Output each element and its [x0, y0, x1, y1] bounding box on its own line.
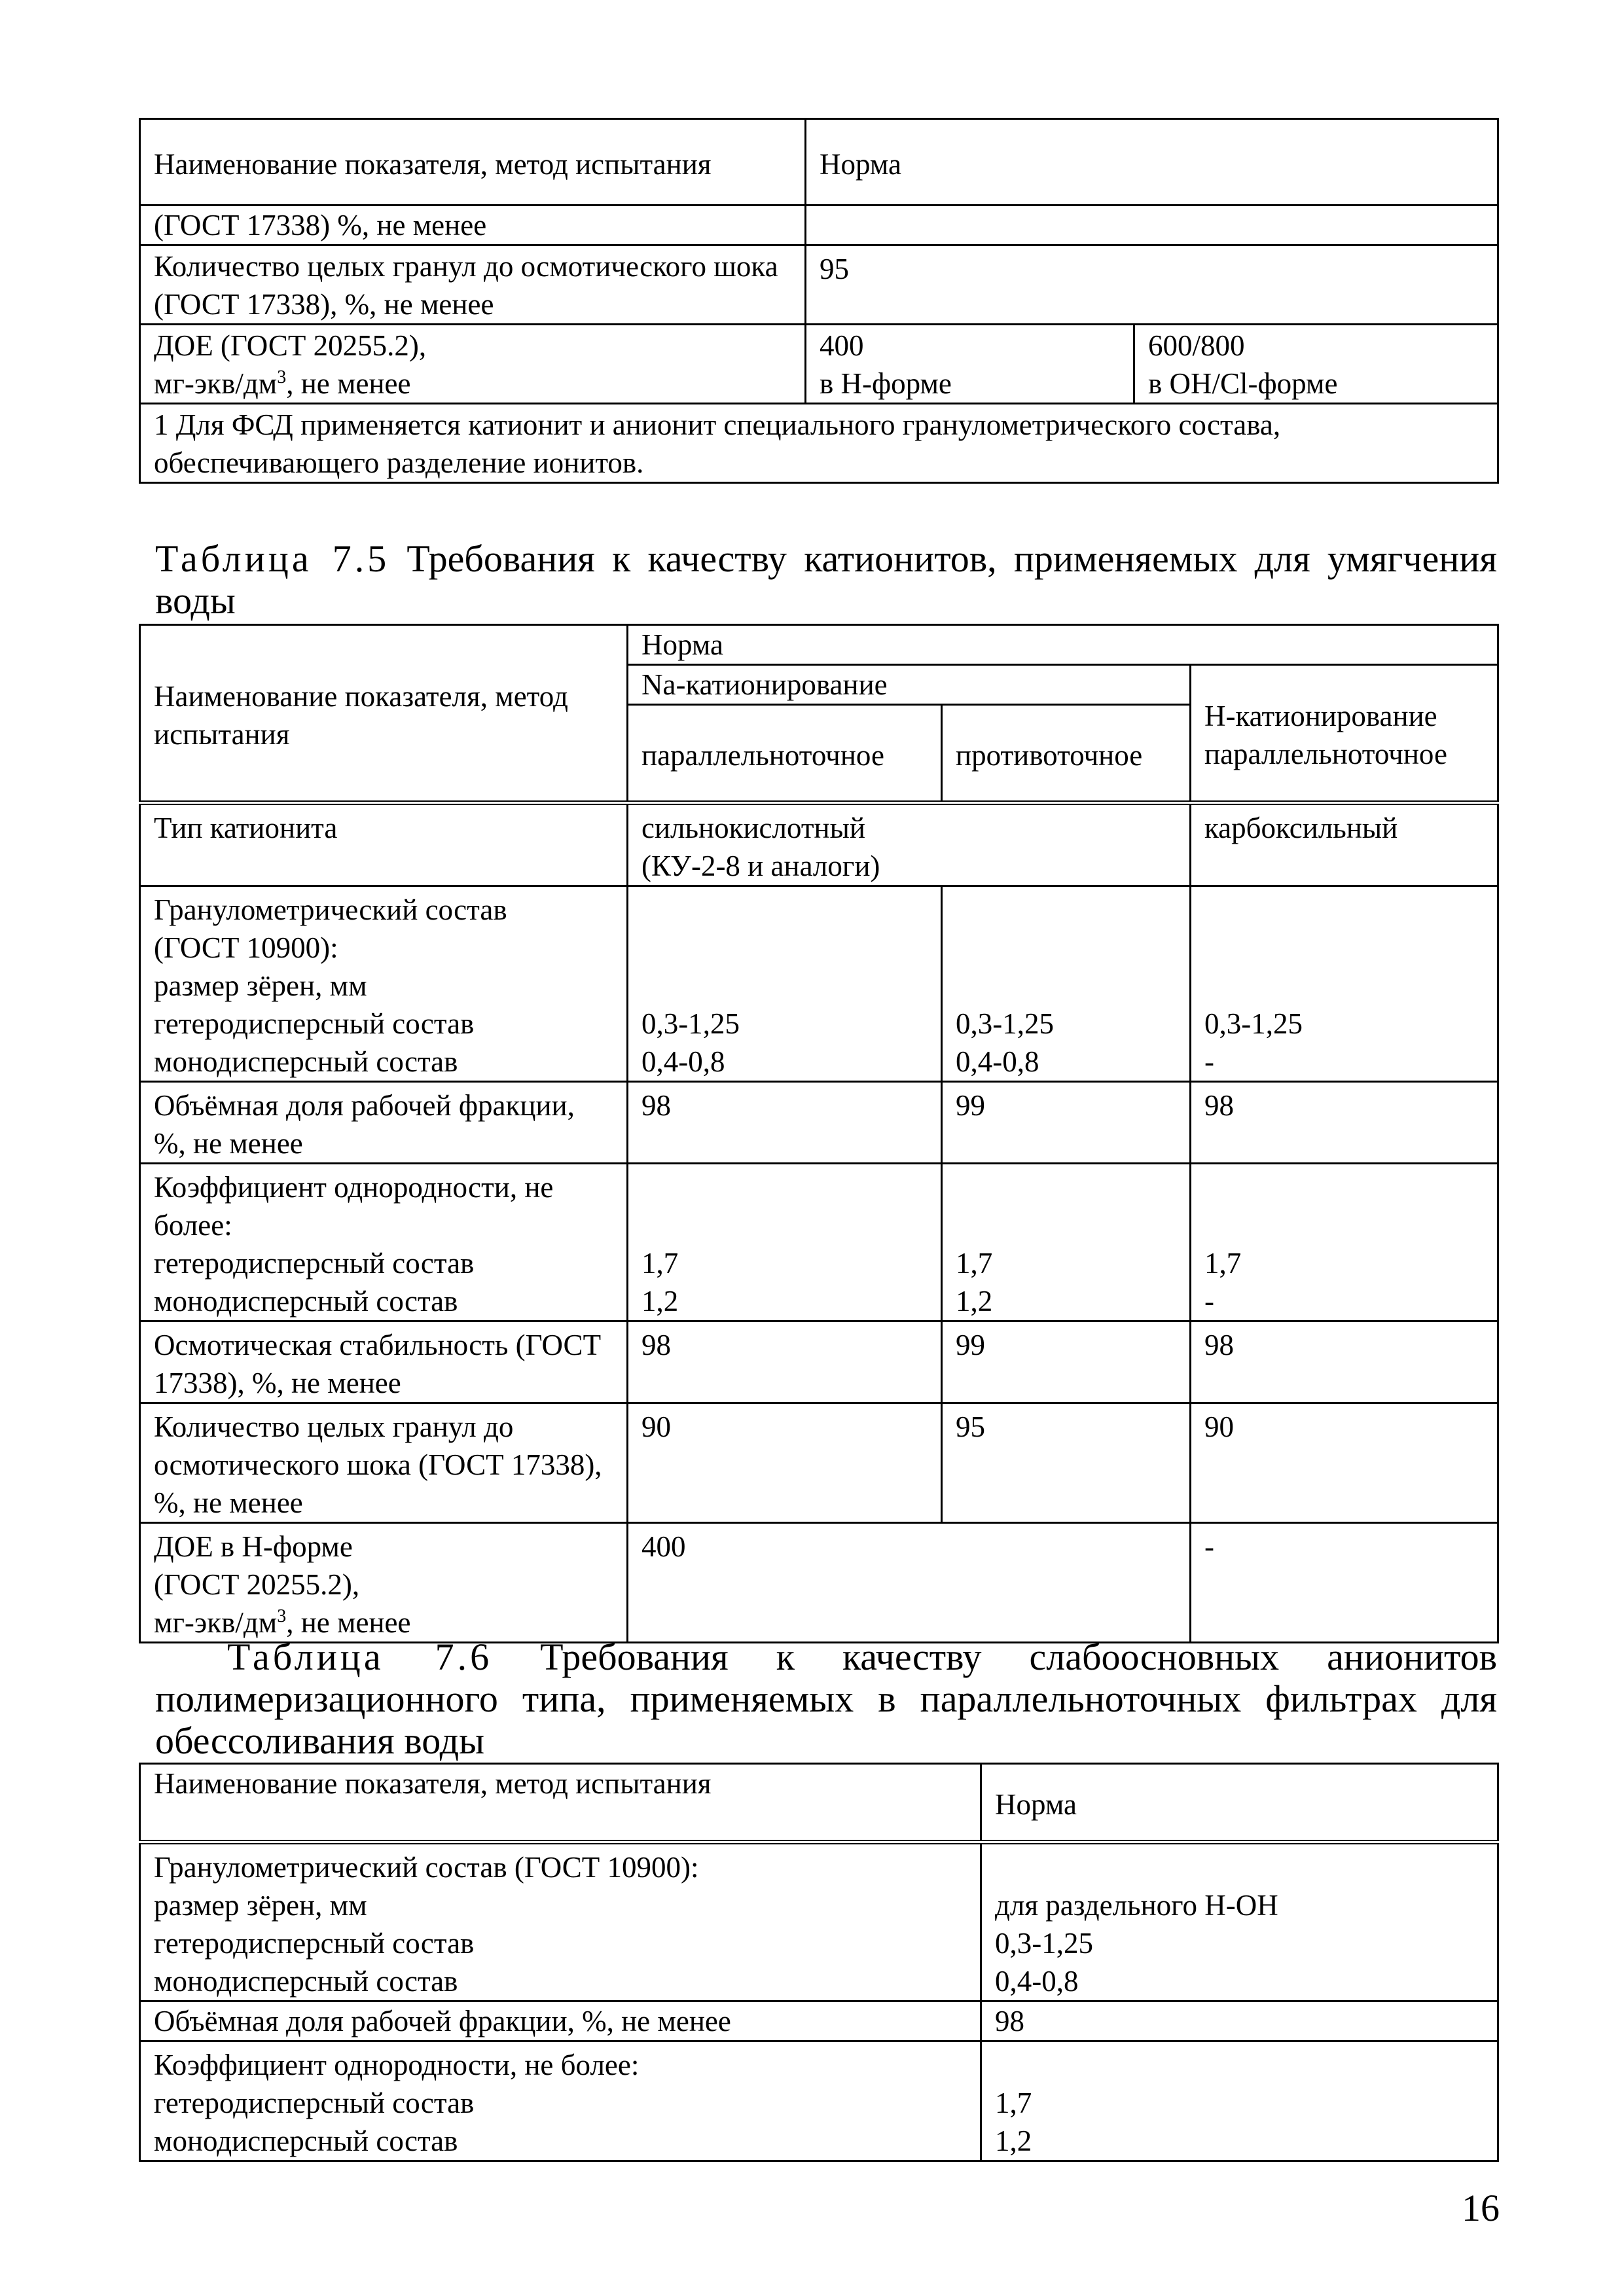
coef-p2: 1,2 [641, 1285, 679, 1318]
gran-l3: гетеродисперсный состав [154, 1927, 475, 1960]
gran-counter [942, 886, 1191, 1082]
gran-l5: монодисперсный состав [154, 1045, 458, 1078]
gran-h1: 0,3-1,25 [1204, 1007, 1303, 1040]
gran-l2: (ГОСТ 10900): [154, 931, 338, 964]
osm-h: 98 [1191, 1321, 1498, 1403]
caption-line2: полимеризационного типа, применяемых в параллельноточных фильтрах для [155, 1677, 1497, 1720]
doe-l3b: , не менее [286, 1606, 411, 1639]
osm-counter: 99 [942, 1321, 1191, 1403]
head-norm: Норма [981, 1764, 1498, 1842]
whole-par: 90 [628, 1403, 942, 1523]
coef-norm [981, 2041, 1498, 2161]
coef-h [1191, 1164, 1498, 1321]
coef-c2: 1,2 [956, 1285, 993, 1318]
type-name: Тип катионита [140, 803, 628, 886]
coef-l1: Коэффициент однородности, не более: [154, 2049, 640, 2081]
doe-l3a: мг-экв/дм [154, 1606, 278, 1639]
type-strong [628, 803, 1191, 886]
volume-h: 98 [1191, 1082, 1498, 1164]
table-note: 1 Для ФСД применяется катионит и анионит специального гранулометрического состава, обеспечивающего разделение ионитов. [140, 404, 1498, 483]
gran-l1: Гранулометрический состав (ГОСТ 10900): [154, 1851, 699, 1884]
coef-h1: 1,7 [1204, 1247, 1242, 1280]
coef-l3: монодисперсный состав [154, 1285, 458, 1318]
caption-table-7-6 [155, 1636, 1497, 1762]
coef-n2: 1,2 [995, 2125, 1032, 2157]
doe-l1: ДОЕ в Н-форме [154, 1530, 353, 1563]
row-name: (ГОСТ 17338) %, не менее [140, 206, 806, 245]
osm-par: 98 [628, 1321, 942, 1403]
gran-h2: - [1204, 1045, 1214, 1078]
caption-line1: Требования к качеству слабоосновных анионитов [492, 1636, 1497, 1678]
coef-counter [942, 1164, 1191, 1321]
coef-l3: монодисперсный состав [154, 2125, 458, 2157]
osm-name: Осмотическая стабильность (ГОСТ 17338), %, не менее [140, 1321, 628, 1403]
head-norm: Норма [628, 625, 1498, 665]
gran-name [140, 886, 628, 1082]
head-counter: противоточное [942, 705, 1191, 803]
doe-pc: 400 [628, 1523, 1191, 1643]
type-strong-a: сильнокислотный [641, 812, 865, 844]
volume-name: Объёмная доля рабочей фракции, %, не менее [140, 1082, 628, 1164]
whole-h: 90 [1191, 1403, 1498, 1523]
coef-c1: 1,7 [956, 1247, 993, 1280]
caption-line3: обессоливания воды [155, 1719, 485, 1762]
volume-counter: 99 [942, 1082, 1191, 1164]
doe-oh-form: в ОН/Cl-форме [1148, 367, 1338, 400]
gran-l2: размер зёрен, мм [154, 1889, 367, 1922]
coef-name [140, 1164, 628, 1321]
coef-h2: - [1204, 1285, 1214, 1318]
caption-line2: воды [155, 579, 236, 622]
gran-l3: размер зёрен, мм [154, 969, 367, 1002]
gran-n1: для раздельного Н-ОН [995, 1889, 1278, 1922]
gran-par [628, 886, 942, 1082]
row-norm: 95 [806, 245, 1498, 325]
coef-l2: гетеродисперсный состав [154, 1247, 475, 1280]
whole-counter: 95 [942, 1403, 1191, 1523]
coef-l1: Коэффициент однородности, не более: [154, 1171, 554, 1242]
gran-norm [981, 1842, 1498, 2001]
head-name: Наименование показателя, метод испытания [140, 625, 628, 803]
gran-c1: 0,3-1,25 [956, 1007, 1054, 1040]
header-norm: Норма [806, 119, 1498, 206]
gran-c2: 0,4-0,8 [956, 1045, 1039, 1078]
gran-n3: 0,4-0,8 [995, 1965, 1079, 1998]
row-name: Количество целых гранул до осмотического шока (ГОСТ 17338), %, не менее [140, 245, 806, 325]
coef-p1: 1,7 [641, 1247, 679, 1280]
gran-l4: монодисперсный состав [154, 1965, 458, 1998]
coef-n1: 1,7 [995, 2087, 1032, 2119]
doe-h: - [1191, 1523, 1498, 1643]
caption-table-7-5 [155, 538, 1497, 622]
doe-h-form: в Н-форме [820, 367, 952, 400]
gran-p1: 0,3-1,25 [641, 1007, 740, 1040]
table-7-6 [139, 1763, 1499, 2162]
head-parallel: параллельноточное [628, 705, 942, 803]
caption-label: Таблица 7.6 [227, 1636, 493, 1678]
head-na: Na-катионирование [628, 665, 1191, 705]
head-name: Наименование показателя, метод испытания [140, 1764, 981, 1842]
table-top [139, 118, 1499, 484]
coef-name [140, 2041, 981, 2161]
gran-l1: Гранулометрический состав [154, 893, 507, 926]
doe-name [140, 1523, 628, 1643]
gran-name [140, 1842, 981, 2001]
caption-label: Таблица 7.5 [155, 537, 390, 580]
caption-line1: Требования к качеству катионитов, применяемых для умягчения [389, 537, 1497, 580]
volume-name: Объёмная доля рабочей фракции, %, не менее [140, 2001, 981, 2041]
type-strong-b: (КУ-2-8 и аналоги) [641, 850, 880, 882]
doe-name-c: , не менее [286, 367, 411, 400]
doe-sup: 3 [277, 1606, 287, 1626]
doe-h-cell [806, 325, 1134, 404]
doe-name-b: мг-экв/дм [154, 367, 278, 400]
doe-sup: 3 [277, 367, 287, 387]
volume-par: 98 [628, 1082, 942, 1164]
head-h: Н-катионирование параллельноточное [1191, 665, 1498, 803]
table-7-5 [139, 624, 1499, 1643]
doe-oh-value: 600/800 [1148, 329, 1245, 362]
volume-norm: 98 [981, 2001, 1498, 2041]
whole-name: Количество целых гранул до осмотического шока (ГОСТ 17338), %, не менее [140, 1403, 628, 1523]
doe-oh-cell [1134, 325, 1498, 404]
gran-l4: гетеродисперсный состав [154, 1007, 475, 1040]
coef-par [628, 1164, 942, 1321]
doe-h-value: 400 [820, 329, 864, 362]
doe-name [140, 325, 806, 404]
gran-h [1191, 886, 1498, 1082]
header-name: Наименование показателя, метод испытания [140, 119, 806, 206]
coef-l2: гетеродисперсный состав [154, 2087, 475, 2119]
gran-p2: 0,4-0,8 [641, 1045, 725, 1078]
doe-l2: (ГОСТ 20255.2), [154, 1568, 360, 1601]
doe-name-a: ДОЕ (ГОСТ 20255.2), [154, 329, 427, 362]
page-number: 16 [1462, 2187, 1500, 2229]
type-carb: карбоксильный [1191, 803, 1498, 886]
gran-n2: 0,3-1,25 [995, 1927, 1093, 1960]
row-norm [806, 206, 1498, 245]
